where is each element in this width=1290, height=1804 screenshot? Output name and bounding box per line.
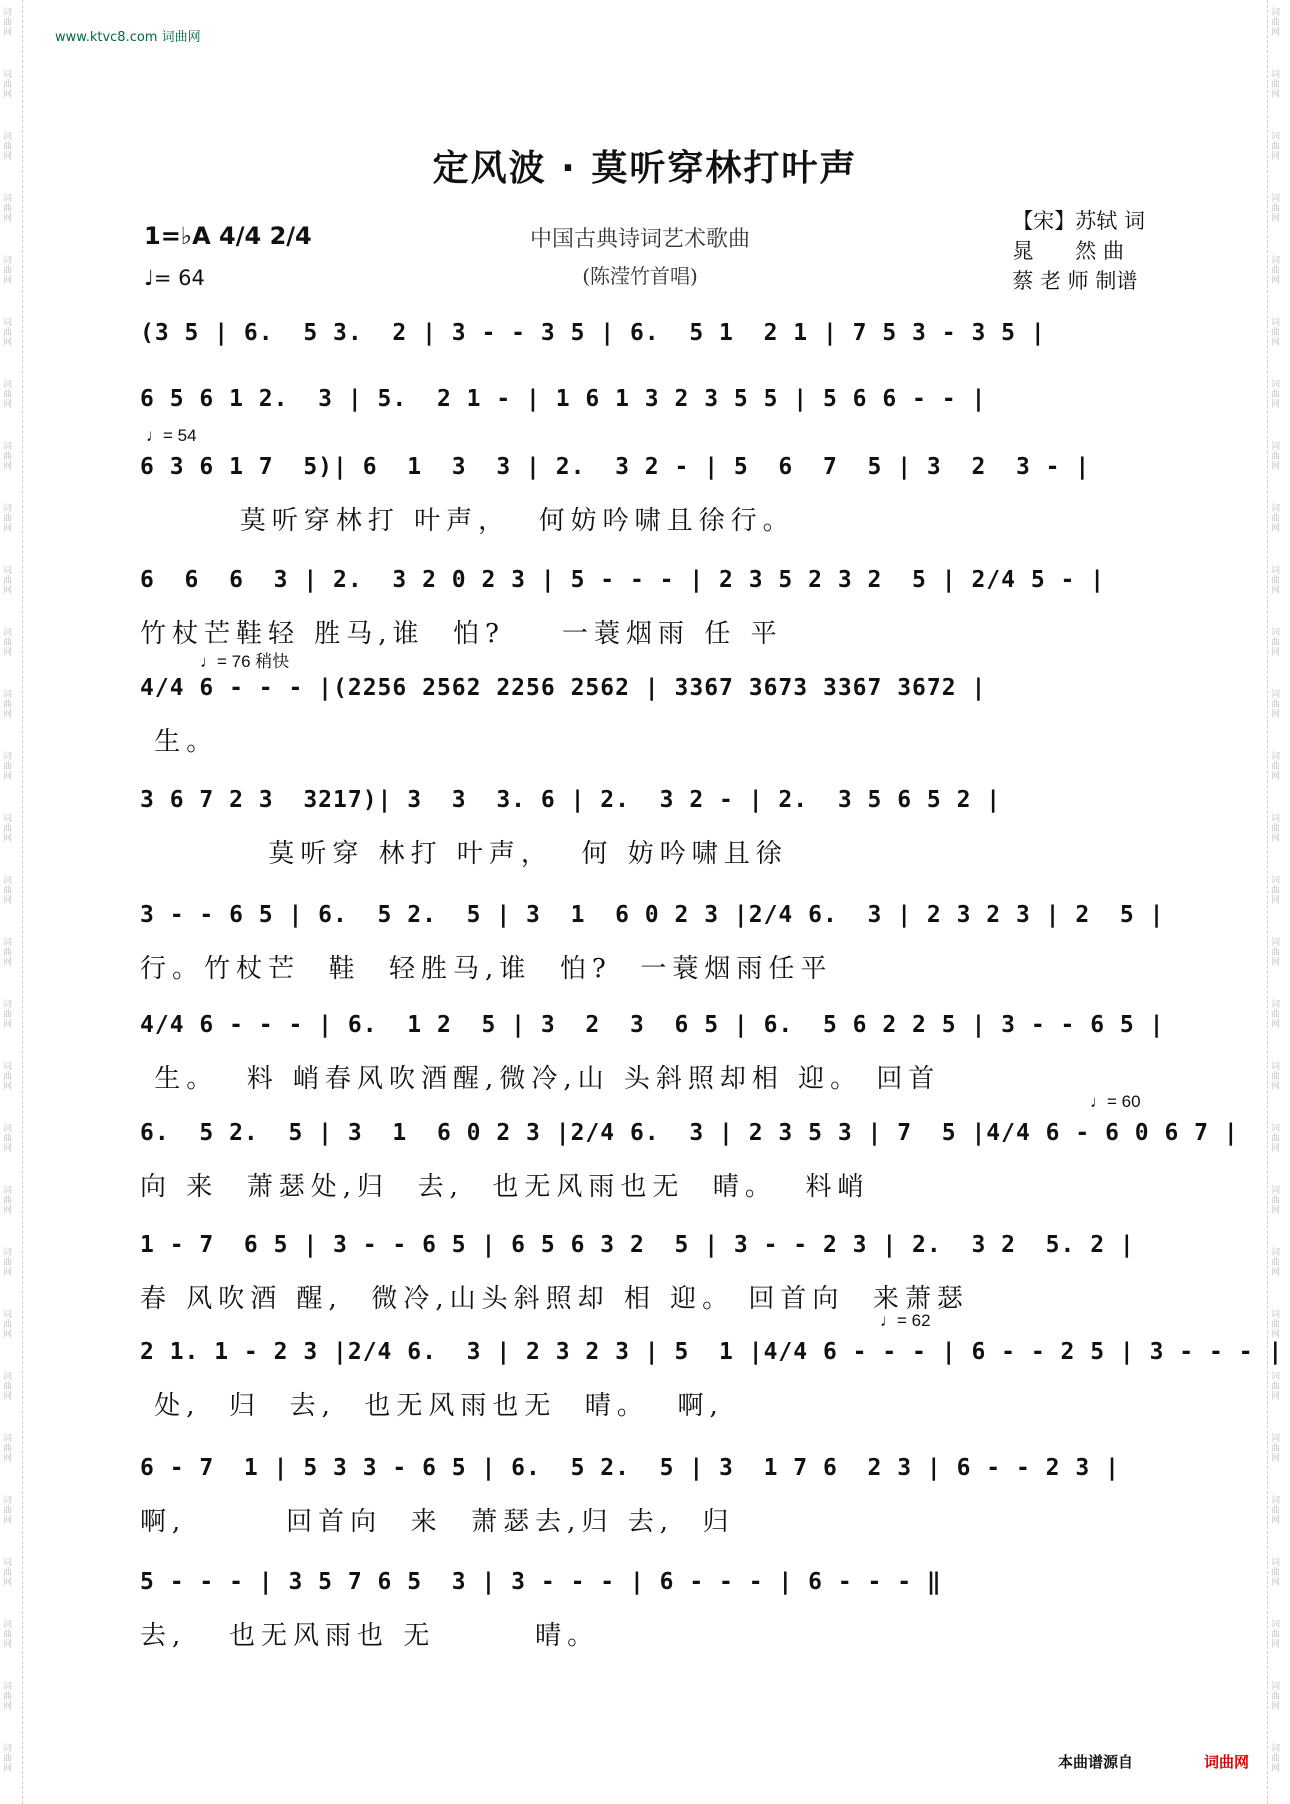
watermark-glyph: 词 曲 网 [3,1620,13,1650]
song-title: 定风波 · 莫听穿林打叶声 [432,148,858,189]
watermark-glyph: 词 曲 网 [1271,1744,1281,1774]
watermark-glyph: 词 曲 网 [3,1186,13,1216]
watermark-glyph: 词 曲 网 [1271,380,1281,410]
watermark-glyph: 词 曲 网 [1271,876,1281,906]
score-system [140,1010,1165,1095]
watermark-glyph: 词 曲 网 [3,566,13,596]
watermark-glyph: 词 曲 网 [1271,8,1281,38]
notation-line: 6. 5 2. 5 | 3 1 6 0 2 3 |2/4 6. 3 | 2 3 5 3 | 7 5 |4/4 6 - 6 0 6 7 | [140,1120,1239,1146]
watermark-glyph: 词 曲 网 [1271,1062,1281,1092]
notation-credit: 蔡 老 师 制谱 [1012,269,1138,293]
watermark-glyph: 词 曲 网 [3,1372,13,1402]
score-system [140,900,1165,985]
watermark-glyph: 词 曲 网 [3,1000,13,1030]
watermark-glyph: 词 曲 网 [3,1496,13,1526]
composer-credit: 晁 然 曲 [1012,239,1124,263]
lyrics-line: 去, 也无风雨也 无 晴。 [140,1621,600,1651]
tempo-change: ♩= 76 稍快 [200,652,290,671]
score-system [140,1092,1239,1203]
score-system [140,318,1150,366]
watermark-glyph: 词 曲 网 [3,1124,13,1154]
watermark-glyph: 词 曲 网 [3,752,13,782]
watermark-glyph: 词 曲 网 [3,814,13,844]
notation-line: 6 5 6 1 2. 3 | 5. 2 1 - | 1 6 1 3 2 3 5 5 | 5 6 6 - - | [140,386,987,412]
lyrics-line: 竹杖芒鞋轻 胜马,谁 怕? 一蓑烟雨 任 平 [140,619,783,649]
notation-line: 4/4 6 - - - |(2256 2562 2256 2562 | 3367 3673 3367 3672 | [140,675,987,701]
watermark-glyph: 词 曲 网 [1271,1000,1281,1030]
score-system [140,1230,1150,1315]
watermark-glyph: 词 曲 网 [1271,70,1281,100]
score-system [140,426,1150,537]
lyrics-line: 生。 料 峭春风吹酒醒,微冷,山 头斜照却相 迎。 回首 [140,1064,941,1094]
notation-line: 3 6 7 2 3 3217)| 3 3 3. 6 | 2. 3 2 - | 2. 3 5 6 5 2 | [140,787,1002,813]
notation-line: 2 1. 1 - 2 3 |2/4 6. 3 | 2 3 2 3 | 5 1 |4/4 6 - - - | 6 - - 2 5 | 3 - - - | [140,1339,1284,1365]
watermark-glyph: 词 曲 网 [1271,628,1281,658]
watermark-glyph: 词 曲 网 [3,628,13,658]
tempo-change: ♩= 62 [880,1311,931,1330]
watermark-glyph: 词 曲 网 [3,1310,13,1340]
left-watermark-strip [0,0,23,1804]
tempo-change: ♩= 60 [1090,1092,1141,1111]
watermark-glyph: 词 曲 网 [3,318,13,348]
key-signature: 1=♭A 4/4 2/4 [144,222,312,250]
watermark-glyph: 词 曲 网 [1271,1310,1281,1340]
watermark-glyph: 词 曲 网 [1271,194,1281,224]
notation-line: 5 - - - | 3 5 7 6 5 3 | 3 - - - | 6 - - - | 6 - - - ‖ [140,1569,942,1595]
notation-line: 3 - - 6 5 | 6. 5 2. 5 | 3 1 6 0 2 3 |2/4 6. 3 | 2 3 2 3 | 2 5 | [140,902,1165,928]
watermark-glyph: 词 曲 网 [1271,1620,1281,1650]
performer-note: (陈滢竹首唱) [582,264,698,288]
watermark-glyph: 词 曲 网 [3,1248,13,1278]
watermark-glyph: 词 曲 网 [1271,566,1281,596]
watermark-glyph: 词 曲 网 [1271,1124,1281,1154]
watermark-glyph: 词 曲 网 [3,1434,13,1464]
lyrics-line: 向 来 萧瑟处,归 去, 也无风雨也无 晴。 料峭 [140,1172,870,1202]
watermark-glyph: 词 曲 网 [3,194,13,224]
watermark-glyph: 词 曲 网 [1271,256,1281,286]
watermark-glyph: 词 曲 网 [3,1062,13,1092]
site-url[interactable]: www.ktvc8.com 词曲网 [55,30,201,45]
lyricist-credit: 【宋】苏轼 词 [1012,209,1145,233]
credits-block [1012,206,1145,296]
lyrics-line: 莫听穿林打 叶声， 何妨吟啸且徐行。 [140,506,795,536]
watermark-glyph: 词 曲 网 [3,938,13,968]
watermark-glyph: 词 曲 网 [3,504,13,534]
notation-line: 1 - 7 6 5 | 3 - - 6 5 | 6 5 6 3 2 5 | 3 - - 2 3 | 2. 3 2 5. 2 | [140,1232,1135,1258]
watermark-glyph: 词 曲 网 [3,8,13,38]
tempo-change: ♩= 54 [146,426,197,445]
watermark-glyph: 词 曲 网 [1271,938,1281,968]
watermark-glyph: 词 曲 网 [1271,752,1281,782]
watermark-glyph: 词 曲 网 [1271,814,1281,844]
watermark-glyph: 词 曲 网 [3,256,13,286]
watermark-glyph: 词 曲 网 [3,1744,13,1774]
footer-site-link[interactable]: 词曲网 [1204,1753,1250,1771]
watermark-glyph: 词 曲 网 [1271,1496,1281,1526]
score-system [140,1567,1150,1652]
lyrics-line: 啊, 回首向 来 萧瑟去,归 去, 归 [140,1507,735,1537]
lyrics-line: 处, 归 去, 也无风雨也无 晴。 啊, [140,1391,724,1421]
watermark-glyph: 词 曲 网 [1271,1434,1281,1464]
watermark-glyph: 词 曲 网 [1271,1248,1281,1278]
footer-source-label: 本曲谱源自 [1058,1753,1134,1771]
watermark-glyph: 词 曲 网 [3,380,13,410]
lyrics-line: 生。 [140,727,219,757]
watermark-glyph: 词 曲 网 [1271,504,1281,534]
score-system [140,565,1150,650]
notation-line: 4/4 6 - - - | 6. 1 2 5 | 3 2 3 6 5 | 6. 5 6 2 2 5 | 3 - - 6 5 | [140,1012,1165,1038]
song-subtitle: 中国古典诗词艺术歌曲 [529,227,750,252]
tempo-marking: ♩= 64 [144,266,205,290]
lyrics-line: 春 风吹酒 醒, 微冷,山头斜照却 相 迎。 回首向 来萧瑟 [140,1284,969,1314]
watermark-glyph: 词 曲 网 [1271,690,1281,720]
watermark-glyph: 词 曲 网 [3,1558,13,1588]
watermark-glyph: 词 曲 网 [1271,1682,1281,1712]
watermark-glyph: 词 曲 网 [3,876,13,906]
watermark-glyph: 词 曲 网 [3,1682,13,1712]
watermark-glyph: 词 曲 网 [1271,1558,1281,1588]
notation-line: 6 3 6 1 7 5)| 6 1 3 3 | 2. 3 2 - | 5 6 7 5 | 3 2 3 - | [140,454,1091,480]
notation-line: 6 6 6 3 | 2. 3 2 0 2 3 | 5 - - - | 2 3 5 2 3 2 5 | 2/4 5 - | [140,567,1106,593]
watermark-glyph: 词 曲 网 [3,690,13,720]
score-system [140,652,1150,758]
score-system [140,785,1150,870]
watermark-glyph: 词 曲 网 [1271,1186,1281,1216]
lyrics-line: 行。竹杖芒 鞋 轻胜马,谁 怕? 一蓑烟雨任平 [140,954,833,984]
watermark-glyph: 词 曲 网 [1271,1372,1281,1402]
watermark-glyph: 词 曲 网 [3,442,13,472]
watermark-glyph: 词 曲 网 [1271,318,1281,348]
notation-line: (3 5 | 6. 5 3. 2 | 3 - - 3 5 | 6. 5 1 2 1 | 7 5 3 - 3 5 | [140,320,1046,346]
right-watermark-strip [1267,0,1290,1804]
score-system [140,384,1150,432]
notation-line: 6 - 7 1 | 5 3 3 - 6 5 | 6. 5 2. 5 | 3 1 7 6 2 3 | 6 - - 2 3 | [140,1455,1120,1481]
watermark-glyph: 词 曲 网 [3,132,13,162]
lyrics-line: 莫听穿 林打 叶声， 何 妨吟啸且徐 [140,839,788,869]
watermark-glyph: 词 曲 网 [1271,442,1281,472]
watermark-glyph: 词 曲 网 [1271,132,1281,162]
watermark-glyph: 词 曲 网 [3,70,13,100]
score-system [140,1453,1150,1538]
